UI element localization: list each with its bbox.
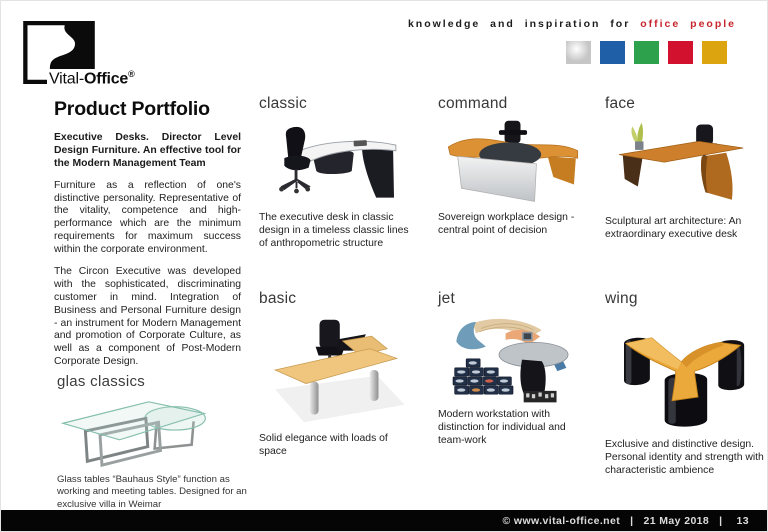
product-caption-basic: Solid elegance with loads of space (259, 433, 388, 458)
product-name-classic: classic (259, 95, 307, 112)
footer-copyright-link[interactable]: © www.vital-office.net (502, 514, 621, 527)
product-caption-face: Sculptural art architecture: An extraordinary executive desk (605, 216, 742, 241)
brand-bold: Office (83, 70, 129, 88)
glas-classics-title: glas classics (57, 373, 146, 390)
footer-separator: | (630, 514, 634, 527)
product-basic (259, 290, 414, 458)
product-face (605, 95, 763, 241)
product-caption-jet: Modern workstation with distinction for individual and team-work (438, 409, 566, 447)
product-name-face: face (605, 95, 636, 112)
product-name-jet: jet (438, 290, 455, 307)
product-name-wing: wing (605, 290, 638, 307)
face-product-image (605, 117, 763, 211)
product-caption-classic: The executive desk in classic design in a timeless classic lines of anthropometric structure (259, 212, 409, 250)
color-square-blue (600, 41, 625, 64)
intro-subtitle: Executive Desks. Director Level Design Furniture. An effective tool for the Modern Management Team (54, 132, 241, 169)
page-title: Product Portfolio (54, 98, 210, 120)
brand-color-squares (566, 41, 727, 64)
footer-page-number: 13 (736, 514, 749, 527)
basic-product-image (259, 312, 414, 428)
classic-product-image (259, 117, 409, 207)
color-square-gold (702, 41, 727, 64)
registered-mark: ® (128, 69, 135, 79)
command-product-image (438, 117, 590, 207)
product-caption-wing: Exclusive and distinctive design. Personal identity and strength with characteristic ambience (605, 439, 764, 477)
intro-paragraph-2: The Circon Executive was developed with the sophisticated, discriminating customer in mind. Integration of Business and Personal Furniture design - an instrument for Modern Management and promotion of Corporate Culture, as well as a component of Post-Modern Corporate Design. (54, 266, 241, 368)
glass-tables-illustration (57, 394, 222, 472)
product-caption-command: Sovereign workplace design - central point of decision (438, 212, 575, 237)
brand-name (47, 69, 137, 88)
wing-product-image (605, 312, 767, 434)
product-classic (259, 95, 409, 250)
footer-date: 21 May 2018 (643, 514, 710, 527)
color-square-green (634, 41, 659, 64)
brand-regular: Vital- (49, 70, 84, 88)
footer-separator: | (719, 514, 723, 527)
vital-office-logo (23, 21, 173, 88)
product-name-command: command (438, 95, 508, 112)
color-square-silver (566, 41, 591, 64)
color-square-red (668, 41, 693, 64)
glas-classics-caption: Glass tables “Bauhaus Style” function as working and meeting tables. Designed for an exclusive villa in Weimar (57, 474, 247, 510)
product-name-basic: basic (259, 290, 297, 307)
product-jet (438, 290, 590, 447)
intro-column (54, 98, 241, 378)
tagline (408, 18, 736, 30)
product-command (438, 95, 590, 237)
glas-classics-section (57, 373, 257, 511)
intro-paragraph-1: Furniture as a reflection of one's distinctive personality. Representative of the vitality, competence and high-performance which are the minimum requirements for maximum success within the corporate environment. (54, 179, 241, 256)
jet-product-image (438, 312, 590, 404)
tagline-black: knowledge and inspiration for (407, 18, 631, 30)
product-wing (605, 290, 767, 477)
tagline-red: office people (640, 18, 736, 30)
footer-bar (1, 510, 768, 531)
